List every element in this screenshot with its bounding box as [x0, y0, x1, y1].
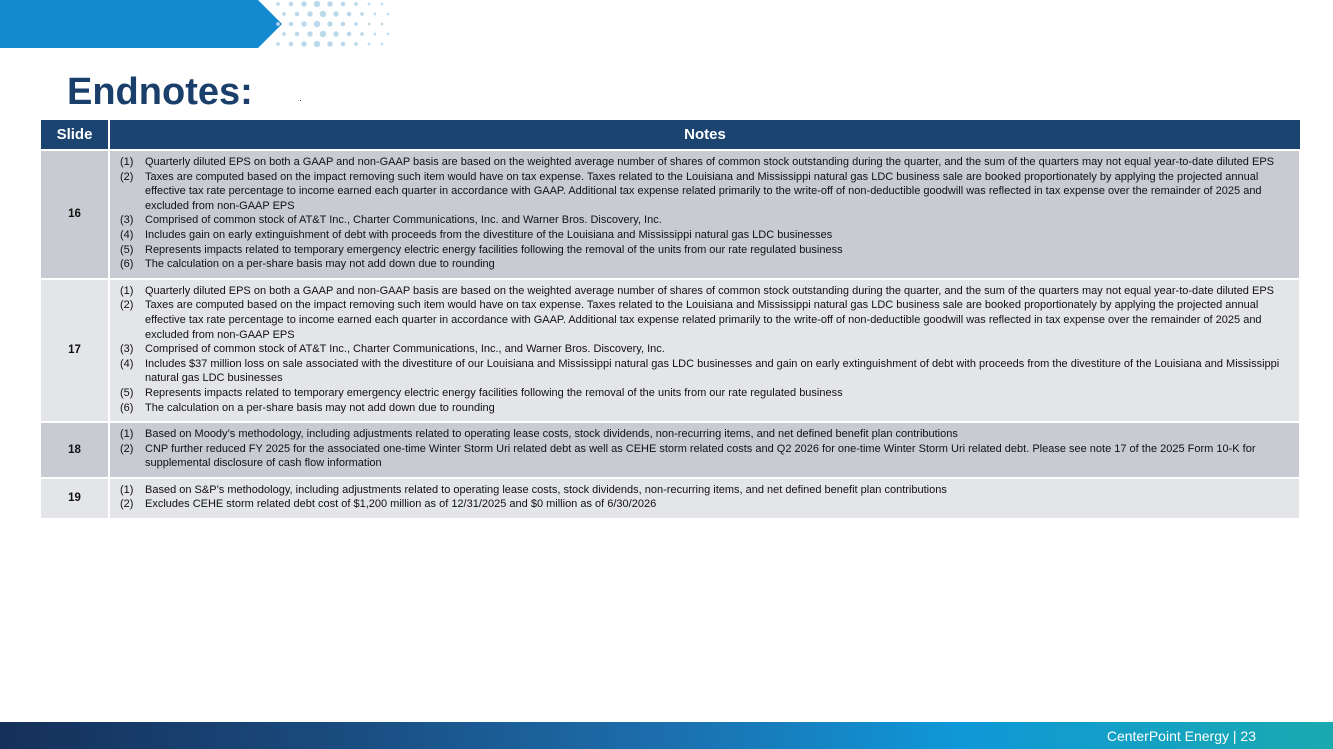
decorative-dot [341, 42, 346, 47]
note-number: (6) [120, 258, 134, 271]
decorative-dot [360, 32, 364, 36]
note-text: Includes gain on early extinguishment of debt with proceeds from the divestiture of the Louisiana and Mississippi natural gas LDC businesses [145, 228, 833, 241]
note-text: Includes $37 million loss on sale associated with the divestiture of our Louisiana and Mississippi natural gas LDC businesses and gain on early extinguishment of debt with proceeds from the divestiture of the Louisiana and Mississippi natural gas LDC businesses [145, 357, 1280, 385]
decorative-dot [354, 22, 358, 26]
decorative-dot [276, 2, 280, 6]
decorative-dot [282, 12, 286, 16]
decorative-dot [387, 13, 390, 16]
note-number: (2) [120, 442, 134, 455]
note-item [120, 213, 1289, 228]
note-list [120, 483, 1289, 512]
note-text: The calculation on a per-share basis may not add down due to rounding [145, 401, 495, 414]
decorative-dot [368, 3, 371, 6]
note-item [120, 357, 1289, 386]
decorative-dot [327, 1, 332, 6]
note-item [120, 401, 1289, 416]
note-text: Comprised of common stock of AT&T Inc., Charter Communications, Inc., and Warner Bros. Discovery, Inc. [145, 343, 665, 356]
note-text: Quarterly diluted EPS on both a GAAP and non-GAAP basis are based on the weighted average number of shares of common stock outstanding during the quarter, and the sum of the quarters may not equal year-to-date diluted EPS [145, 284, 1274, 297]
decorative-dot [282, 32, 286, 36]
note-text: Taxes are computed based on the impact removing such item would have on tax expense. Taxes related to the Louisiana and Mississippi natural gas LDC business sale are booked proportionately by applying the projected annual effective tax rate percentage to income earned each quarter in accordance with GAAP. Additional tax expense related primarily to the write-off of non-deductible goodwill was reflected in tax expense over the remainder of 2025 and excluded from non-GAAP EPS [145, 299, 1262, 341]
note-number: (2) [120, 170, 134, 183]
note-number: (2) [120, 498, 134, 511]
decorative-dot [289, 22, 294, 27]
note-item [120, 284, 1289, 299]
decorative-dot [387, 33, 390, 36]
notes-cell [109, 422, 1300, 478]
note-number: (1) [120, 156, 134, 168]
decorative-dot [314, 41, 320, 47]
table-row [41, 279, 1300, 422]
note-number: (1) [120, 483, 134, 496]
decorative-dot [381, 43, 384, 46]
decorative-dot [295, 12, 300, 17]
decorative-dot [360, 12, 364, 16]
decorative-dot [301, 41, 306, 46]
note-item [120, 386, 1289, 401]
note-list [120, 427, 1289, 471]
decorative-dot [341, 2, 346, 7]
note-text: CNP further reduced FY 2025 for the associated one-time Winter Storm Uri related debt as well as CEHE storm related costs and Q2 2026 for one-time Winter Storm Uri related debt. Please see note 17 of the 2025 Form 10-K for supplemental disclosure of cash flow information [145, 442, 1256, 470]
column-header-slide: Slide [41, 120, 109, 150]
decorative-dot [320, 11, 326, 17]
decorative-dot [314, 21, 320, 27]
slide-number-cell: 17 [41, 279, 109, 422]
note-item [120, 497, 1289, 512]
note-text: Comprised of common stock of AT&T Inc., Charter Communications, Inc. and Warner Bros. Discovery, Inc. [145, 214, 662, 227]
note-text: The calculation on a per-share basis may not add down due to rounding [145, 258, 495, 271]
notes-cell [109, 279, 1300, 422]
slide-number-cell: 19 [41, 478, 109, 519]
decorative-dot [347, 12, 352, 17]
decorative-dot [320, 31, 326, 37]
note-item [120, 228, 1289, 243]
decorative-dot [276, 42, 280, 46]
decorative-dot-pattern [270, 0, 400, 50]
column-header-notes: Notes [109, 120, 1300, 150]
decorative-dot [341, 22, 346, 27]
note-number: (4) [120, 228, 134, 241]
decorative-dot [307, 11, 312, 16]
table-row [41, 422, 1300, 478]
decorative-dot [368, 43, 371, 46]
note-text: Quarterly diluted EPS on both a GAAP and non-GAAP basis are based on the weighted average number of shares of common stock outstanding during the quarter, and the sum of the quarters may not equal year-to-date diluted EPS [145, 156, 1274, 168]
note-item [120, 243, 1289, 258]
note-number: (5) [120, 243, 134, 256]
note-number: (1) [120, 284, 134, 297]
notes-cell [109, 478, 1300, 519]
note-text: Represents impacts related to temporary emergency electric energy facilities following the removal of the units from our rate regulated business [145, 243, 843, 256]
decorative-dot [354, 42, 358, 46]
decorative-dot [301, 1, 306, 6]
decorative-dot [347, 32, 352, 37]
decorative-dot [354, 2, 358, 6]
decorative-dot [314, 1, 320, 7]
decorative-dot [374, 13, 377, 16]
decorative-dot [381, 23, 384, 26]
header-accent-banner [0, 0, 282, 48]
decorative-dot [295, 32, 300, 37]
note-item [120, 342, 1289, 357]
slide-number-cell: 18 [41, 422, 109, 478]
note-text: Taxes are computed based on the impact removing such item would have on tax expense. Taxes related to the Louisiana and Mississippi natural gas LDC business sale are booked proportionately by applying the projected annual effective tax rate percentage to income earned each quarter in accordance with GAAP. Additional tax expense related primarily to the write-off of non-deductible goodwill was reflected in tax expense over the remainder of 2025 and excluded from non-GAAP EPS [145, 170, 1262, 212]
note-number: (1) [120, 428, 134, 441]
footer-page-label: CenterPoint Energy | 23 [1106, 728, 1256, 744]
note-item [120, 442, 1289, 471]
decorative-dot [333, 31, 338, 36]
decorative-dot [276, 22, 280, 26]
page-title: Endnotes: [67, 71, 253, 113]
note-number: (3) [120, 343, 134, 356]
table-row [41, 478, 1300, 519]
stray-mark [300, 100, 301, 101]
note-item [120, 298, 1289, 342]
decorative-dot [307, 31, 312, 36]
note-text: Represents impacts related to temporary emergency electric energy facilities following the removal of the units from our rate regulated business [145, 386, 843, 399]
notes-cell [109, 150, 1300, 279]
decorative-dot [289, 42, 294, 47]
note-item [120, 427, 1289, 442]
table-header-row [41, 120, 1300, 150]
decorative-dot [374, 33, 377, 36]
decorative-dot [327, 41, 332, 46]
note-list [120, 284, 1289, 415]
note-text: Excludes CEHE storm related debt cost of $1,200 million as of 12/31/2025 and $0 million as of 6/30/2026 [145, 498, 657, 511]
note-number: (4) [120, 357, 134, 370]
decorative-dot [333, 11, 338, 16]
decorative-dot [289, 2, 294, 7]
decorative-dot [301, 21, 306, 26]
table-row [41, 150, 1300, 279]
endnotes-table [41, 120, 1301, 520]
note-number: (3) [120, 214, 134, 227]
note-item [120, 483, 1289, 498]
note-text: Based on S&P’s methodology, including adjustments related to operating lease costs, stock dividends, non-recurring items, and net defined benefit plan contributions [145, 483, 947, 496]
note-number: (6) [120, 401, 134, 414]
note-item [120, 155, 1289, 170]
table-body [41, 150, 1300, 519]
slide-number-cell: 16 [41, 150, 109, 279]
note-item [120, 257, 1289, 272]
note-list [120, 155, 1289, 272]
note-number: (2) [120, 299, 134, 312]
note-item [120, 170, 1289, 214]
decorative-dot [381, 3, 384, 6]
decorative-dot [368, 23, 371, 26]
note-number: (5) [120, 386, 134, 399]
note-text: Based on Moody’s methodology, including adjustments related to operating lease costs, stock dividends, non-recurring items, and net defined benefit plan contributions [145, 428, 958, 441]
decorative-dot [327, 21, 332, 26]
